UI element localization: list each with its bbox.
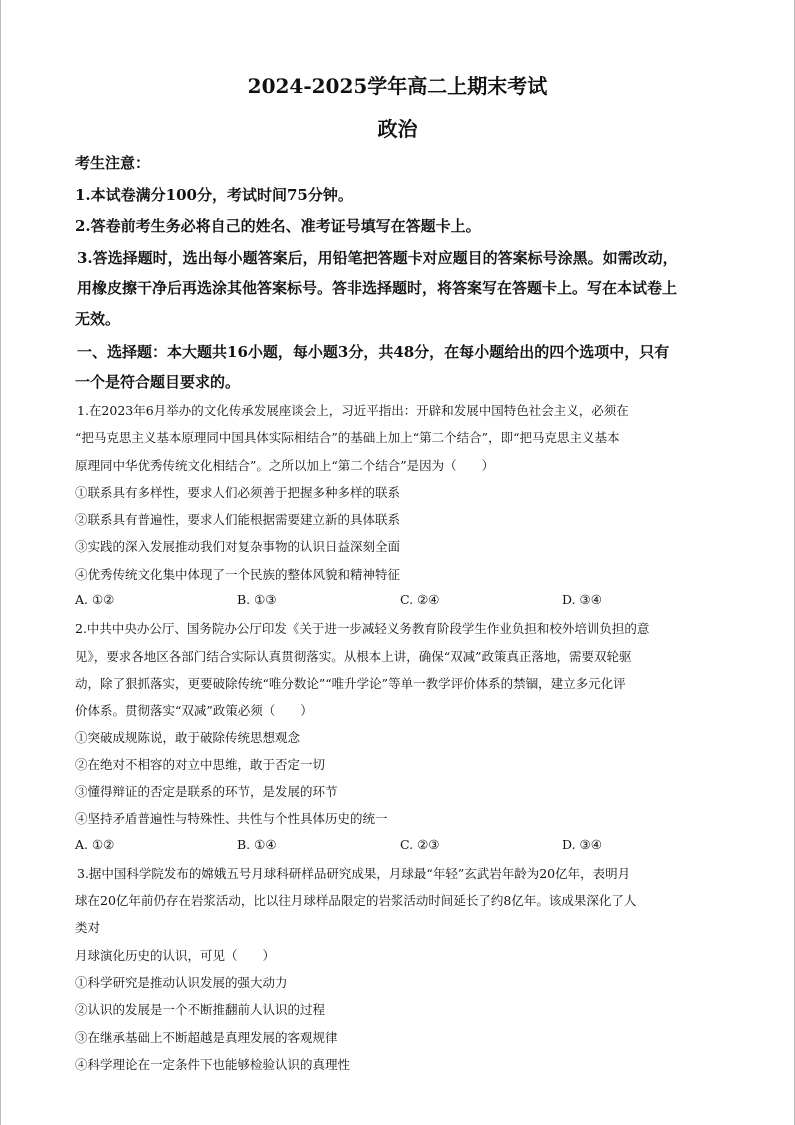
q1-statement-1: ①联系具有多样性，要求人们必须善于把握多种多样的联系 — [75, 485, 401, 500]
section-heading-line-2: 一个是符合题目要求的。 — [75, 373, 241, 391]
page-edge-left — [0, 0, 1, 1125]
q2-stem-line-1: 2.中共中央办公厅、国务院办公厅印发《关于进一步减轻义务教育阶段学生作业负担和校外培训负担的意 — [75, 621, 650, 636]
q2-option-b: B. ①④ — [237, 837, 277, 852]
q3-stem-line-3: 类对 — [75, 920, 101, 935]
q1-option-c: C. ②④ — [400, 592, 440, 607]
q3-stem-line-2: 球在20亿年前仍存在岩浆活动，比以往月球样品限定的岩浆活动时间延长了约8亿年。该成果深化了人 — [75, 893, 637, 908]
q1-statement-2: ②联系具有普遍性，要求人们能根据需要建立新的具体联系 — [75, 512, 401, 527]
q2-statement-2: ②在绝对不相容的对立中思维，敢于否定一切 — [75, 757, 326, 772]
notice-item-1: 1.本试卷满分100分，考试时间75分钟。 — [75, 186, 353, 204]
q2-stem-line-4: 价体系。贯彻落实“双减”政策必须（ ） — [75, 703, 313, 718]
q1-stem-line-3: 原理同中华优秀传统文化相结合”。之所以加上“第二个结合”是因为（ ） — [75, 458, 495, 473]
q2-stem-line-2: 见》，要求各地区各部门结合实际认真贯彻落实。从根本上讲，确保“双减”政策真正落地，需要双轮驱 — [75, 649, 632, 664]
q2-statement-1: ①突破成规陈说，敢于破除传统思想观念 — [75, 730, 301, 745]
notice-item-3-line-1: 3.答选择题时，选出每小题答案后，用铅笔把答题卡对应题目的答案标号涂黑。如需改动， — [77, 249, 678, 267]
exam-subject: 政治 — [377, 117, 418, 141]
q2-option-c: C. ②③ — [400, 837, 440, 852]
notice-heading: 考生注意： — [75, 154, 151, 172]
q3-statement-2: ②认识的发展是一个不断推翻前人认识的过程 — [75, 1002, 326, 1017]
q1-statement-4: ④优秀传统文化集中体现了一个民族的整体风貌和精神特征 — [75, 567, 401, 582]
q3-statement-4: ④科学理论在一定条件下也能够检验认识的真理性 — [75, 1057, 351, 1072]
notice-item-2: 2.答卷前考生务必将自己的姓名、准考证号填写在答题卡上。 — [75, 217, 481, 235]
q1-statement-3: ③实践的深入发展推动我们对复杂事物的认识日益深刻全面 — [75, 539, 401, 554]
section-heading-line-1: 一、选择题：本大题共16小题，每小题3分，共48分，在每小题给出的四个选项中，只有 — [77, 343, 670, 361]
q2-stem-line-3: 动，除了狠抓落实，更要破除传统“唯分数论”“唯升学论”等单一教学评价体系的禁锢，建立多元化评 — [75, 676, 626, 691]
q1-stem-line-1: 1.在2023年6月举办的文化传承发展座谈会上，习近平指出：开辟和发展中国特色社会主义，必须在 — [77, 403, 629, 418]
notice-item-3-line-3: 无效。 — [75, 310, 121, 328]
q3-statement-1: ①科学研究是推动认识发展的强大动力 — [75, 975, 288, 990]
q2-option-a: A. ①② — [75, 837, 115, 852]
notice-item-3-line-2: 用橡皮擦干净后再选涂其他答案标号。答非选择题时，将答案写在答题卡上。写在本试卷上 — [77, 279, 678, 297]
q3-stem-line-1: 3.据中国科学院发布的嫦娥五号月球科研样品研究成果，月球最“年轻”玄武岩年龄为20亿年，表明月 — [77, 866, 631, 881]
q1-stem-line-2: “把马克思主义基本原理同中国具体实际相结合”的基础上加上“第二个结合”，即“把马克思主义基本 — [75, 430, 620, 445]
q1-option-d: D. ③④ — [562, 592, 602, 607]
q2-statement-3: ③懂得辩证的否定是联系的环节，是发展的环节 — [75, 784, 338, 799]
exam-title: 2024-2025学年高二上期末考试 — [247, 74, 548, 98]
q2-statement-4: ④坚持矛盾普遍性与特殊性、共性与个性具体历史的统一 — [75, 811, 388, 826]
q1-option-a: A. ①② — [75, 592, 115, 607]
q3-stem-line-4: 月球演化历史的认识，可见（ ） — [75, 948, 276, 963]
q1-option-b: B. ①③ — [237, 592, 277, 607]
q3-statement-3: ③在继承基础上不断超越是真理发展的客观规律 — [75, 1030, 338, 1045]
q2-option-d: D. ③④ — [562, 837, 602, 852]
